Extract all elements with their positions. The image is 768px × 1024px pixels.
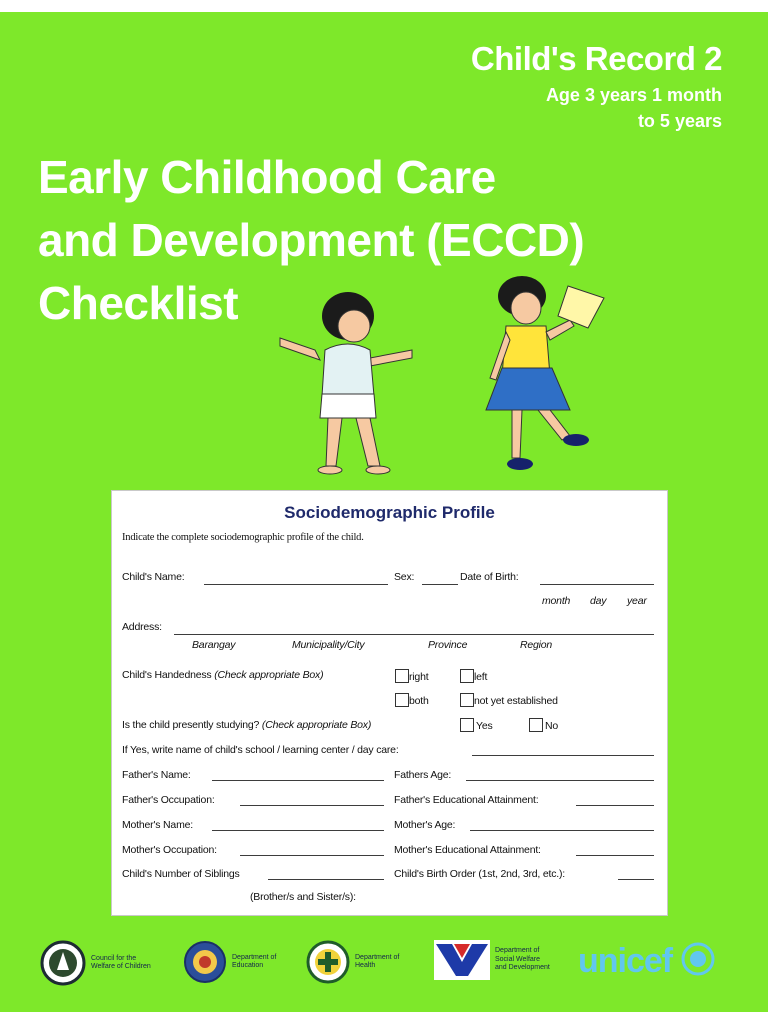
province-label: Province (428, 639, 468, 651)
girl-figure (486, 276, 604, 470)
dob-year-label: year (627, 595, 647, 607)
sociodemographic-profile-card (111, 490, 668, 916)
cwc-seal-icon (40, 940, 86, 986)
siblings-note: (Brother/s and Sister/s): (250, 891, 356, 903)
mother-name-field[interactable] (212, 830, 384, 831)
region-label: Region (520, 639, 553, 651)
father-age-field[interactable] (466, 780, 654, 781)
school-field[interactable] (472, 755, 654, 756)
father-name-field[interactable] (212, 780, 384, 781)
mother-education-field[interactable] (576, 855, 654, 856)
children-illustration (270, 268, 630, 483)
father-education-label: Father's Educational Attainment: (394, 794, 539, 806)
father-name-label: Father's Name: (122, 769, 191, 781)
doh-logo (306, 940, 399, 984)
checkbox-right[interactable] (395, 669, 409, 683)
dob-label: Date of Birth: (460, 571, 519, 583)
main-title-line3: Checklist (38, 277, 239, 329)
option-yes-label: Yes (476, 720, 493, 732)
dswd-emblem-icon (434, 940, 490, 980)
record-age-range (546, 82, 722, 134)
main-title-line2: and Development (ECCD) (38, 214, 585, 266)
mother-education-label: Mother's Educational Attainment: (394, 844, 541, 856)
option-left-label: left (474, 671, 488, 683)
school-label: If Yes, write name of child's school / learning center / day care: (122, 744, 399, 756)
dswd-text: Department of Social Welfare and Development (495, 947, 550, 972)
address-field[interactable] (174, 634, 654, 635)
checkbox-not-yet-established[interactable] (460, 693, 474, 707)
barangay-label: Barangay (192, 639, 236, 651)
municipality-label: Municipality/City (292, 639, 365, 651)
address-label: Address: (122, 621, 162, 633)
checkbox-no[interactable] (529, 718, 543, 732)
dswd-logo (434, 940, 550, 980)
checkbox-left[interactable] (460, 669, 474, 683)
checkbox-both[interactable] (395, 693, 409, 707)
birth-order-label: Child's Birth Order (1st, 2nd, 3rd, etc.): (394, 868, 566, 880)
deped-text: Department of Education (232, 953, 277, 969)
deped-seal-icon (183, 940, 227, 984)
mother-name-label: Mother's Name: (122, 819, 193, 831)
father-age-label: Fathers Age: (394, 769, 452, 781)
cwc-text: Council for the Welfare of Children (91, 954, 151, 970)
studying-label (122, 719, 371, 731)
mother-occupation-field[interactable] (240, 855, 384, 856)
dob-field[interactable] (540, 584, 654, 585)
option-both-label: both (409, 695, 429, 707)
unicef-logo (578, 942, 715, 981)
cwc-logo (40, 940, 151, 986)
option-right-label: right (409, 671, 429, 683)
childs-name-field[interactable] (204, 584, 388, 585)
doh-text: Department of Health (355, 953, 400, 969)
form-instruction: Indicate the complete sociodemographic profile of the child. (122, 532, 364, 543)
dob-day-label: day (590, 595, 607, 607)
record-age-line2: to 5 years (637, 111, 722, 131)
record-title: Child's Record 2 (470, 40, 722, 77)
father-education-field[interactable] (576, 805, 654, 806)
doh-seal-icon (306, 940, 350, 984)
option-not-yet-label: not yet established (474, 695, 558, 707)
handedness-label (122, 669, 323, 681)
dob-month-label: month (542, 595, 571, 607)
mother-age-label: Mother's Age: (394, 819, 456, 831)
mother-occupation-label: Mother's Occupation: (122, 844, 217, 856)
siblings-label: Child's Number of Siblings (122, 868, 240, 880)
birth-order-field[interactable] (618, 879, 654, 880)
childs-name-label: Child's Name: (122, 571, 185, 583)
studying-text: Is the child presently studying? (122, 719, 260, 731)
toddler-figure (280, 292, 412, 474)
father-occupation-field[interactable] (240, 805, 384, 806)
unicef-wordmark: unicef (578, 942, 673, 980)
main-title-line1: Early Childhood Care (38, 151, 496, 203)
siblings-field[interactable] (268, 879, 384, 880)
checkbox-yes[interactable] (460, 718, 474, 732)
deped-logo (183, 940, 276, 984)
handedness-note: (Check appropriate Box) (214, 669, 324, 681)
record-age-line1: Age 3 years 1 month (545, 85, 722, 105)
mother-age-field[interactable] (470, 830, 654, 831)
form-title: Sociodemographic Profile (284, 503, 495, 522)
father-occupation-label: Father's Occupation: (122, 794, 215, 806)
option-no-label: No (545, 720, 559, 732)
unicef-globe-icon (681, 942, 715, 976)
sex-label: Sex: (394, 571, 415, 583)
studying-note: (Check appropriate Box) (261, 719, 372, 731)
handedness-text: Child's Handedness (122, 669, 212, 681)
sex-field[interactable] (422, 584, 458, 585)
